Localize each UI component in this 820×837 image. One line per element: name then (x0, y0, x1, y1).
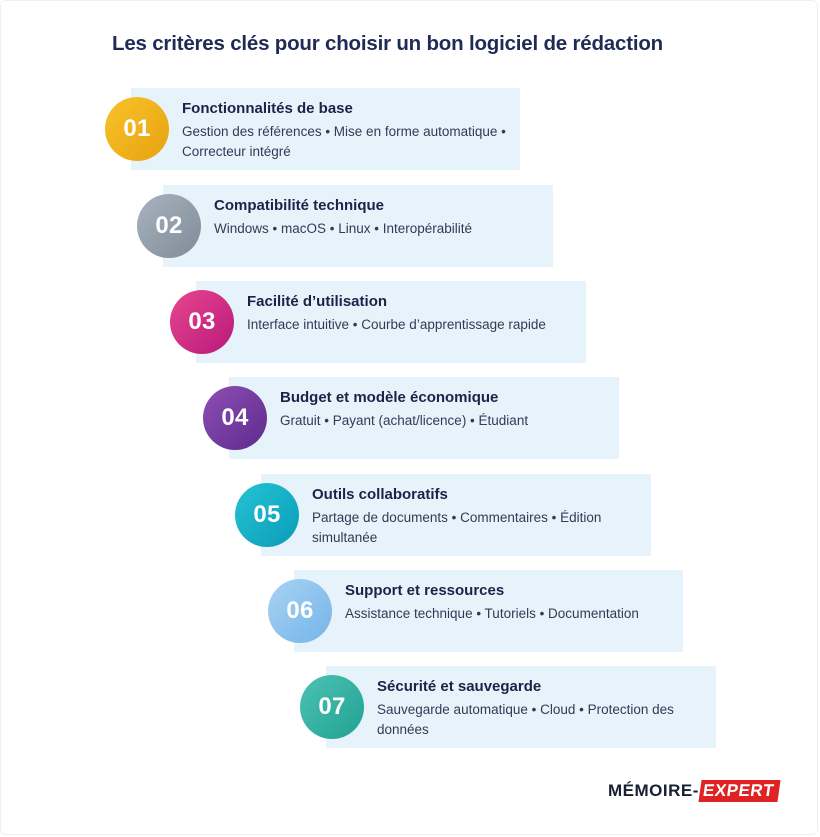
step-description: Partage de documents • Commentaires • Édition simultanée (312, 510, 602, 545)
step-title: Facilité d’utilisation (247, 293, 388, 310)
step-number: 06 (286, 597, 314, 624)
step-title: Outils collaboratifs (312, 486, 448, 503)
page-title: Les critères clés pour choisir un bon logiciel de rédaction (112, 32, 663, 55)
logo-text-expert: EXPERT (698, 780, 780, 802)
step-title: Sécurité et sauvegarde (377, 678, 542, 695)
step-description: Gestion des références • Mise en forme automatique • Correcteur intégré (182, 124, 506, 159)
step-item-05 (235, 474, 651, 556)
brand-logo (608, 779, 779, 803)
step-title: Fonctionnalités de base (182, 100, 353, 117)
step-number: 07 (318, 693, 346, 720)
step-description: Windows • macOS • Linux • Interopérabilité (214, 221, 473, 236)
step-number-badge (170, 290, 234, 354)
step-title: Budget et modèle économique (280, 389, 499, 406)
step-description: Gratuit • Payant (achat/licence) • Étudiant (280, 413, 529, 428)
step-description: Sauvegarde automatique • Cloud • Protection des données (377, 702, 674, 737)
step-number: 04 (221, 404, 249, 431)
step-item-07 (300, 666, 716, 748)
step-number: 01 (123, 115, 151, 142)
step-description: Assistance technique • Tutoriels • Documentation (345, 606, 639, 621)
step-title: Support et ressources (345, 582, 505, 599)
step-item-03 (170, 281, 586, 363)
step-number-badge (137, 194, 201, 258)
step-number-badge (268, 579, 332, 643)
step-number-badge (105, 97, 169, 161)
step-item-04 (203, 377, 619, 459)
step-description: Interface intuitive • Courbe d’apprentissage rapide (247, 317, 546, 332)
step-number: 02 (155, 212, 183, 239)
step-number: 03 (188, 308, 216, 335)
step-number-badge (203, 386, 267, 450)
step-title: Compatibilité technique (214, 197, 385, 214)
step-item-01 (105, 88, 520, 170)
step-number: 05 (253, 501, 281, 528)
logo-text-memoire: MÉMOIRE- (608, 781, 699, 800)
step-number-badge (235, 483, 299, 547)
step-item-02 (137, 185, 553, 267)
step-item-06 (268, 570, 683, 652)
step-number-badge (300, 675, 364, 739)
